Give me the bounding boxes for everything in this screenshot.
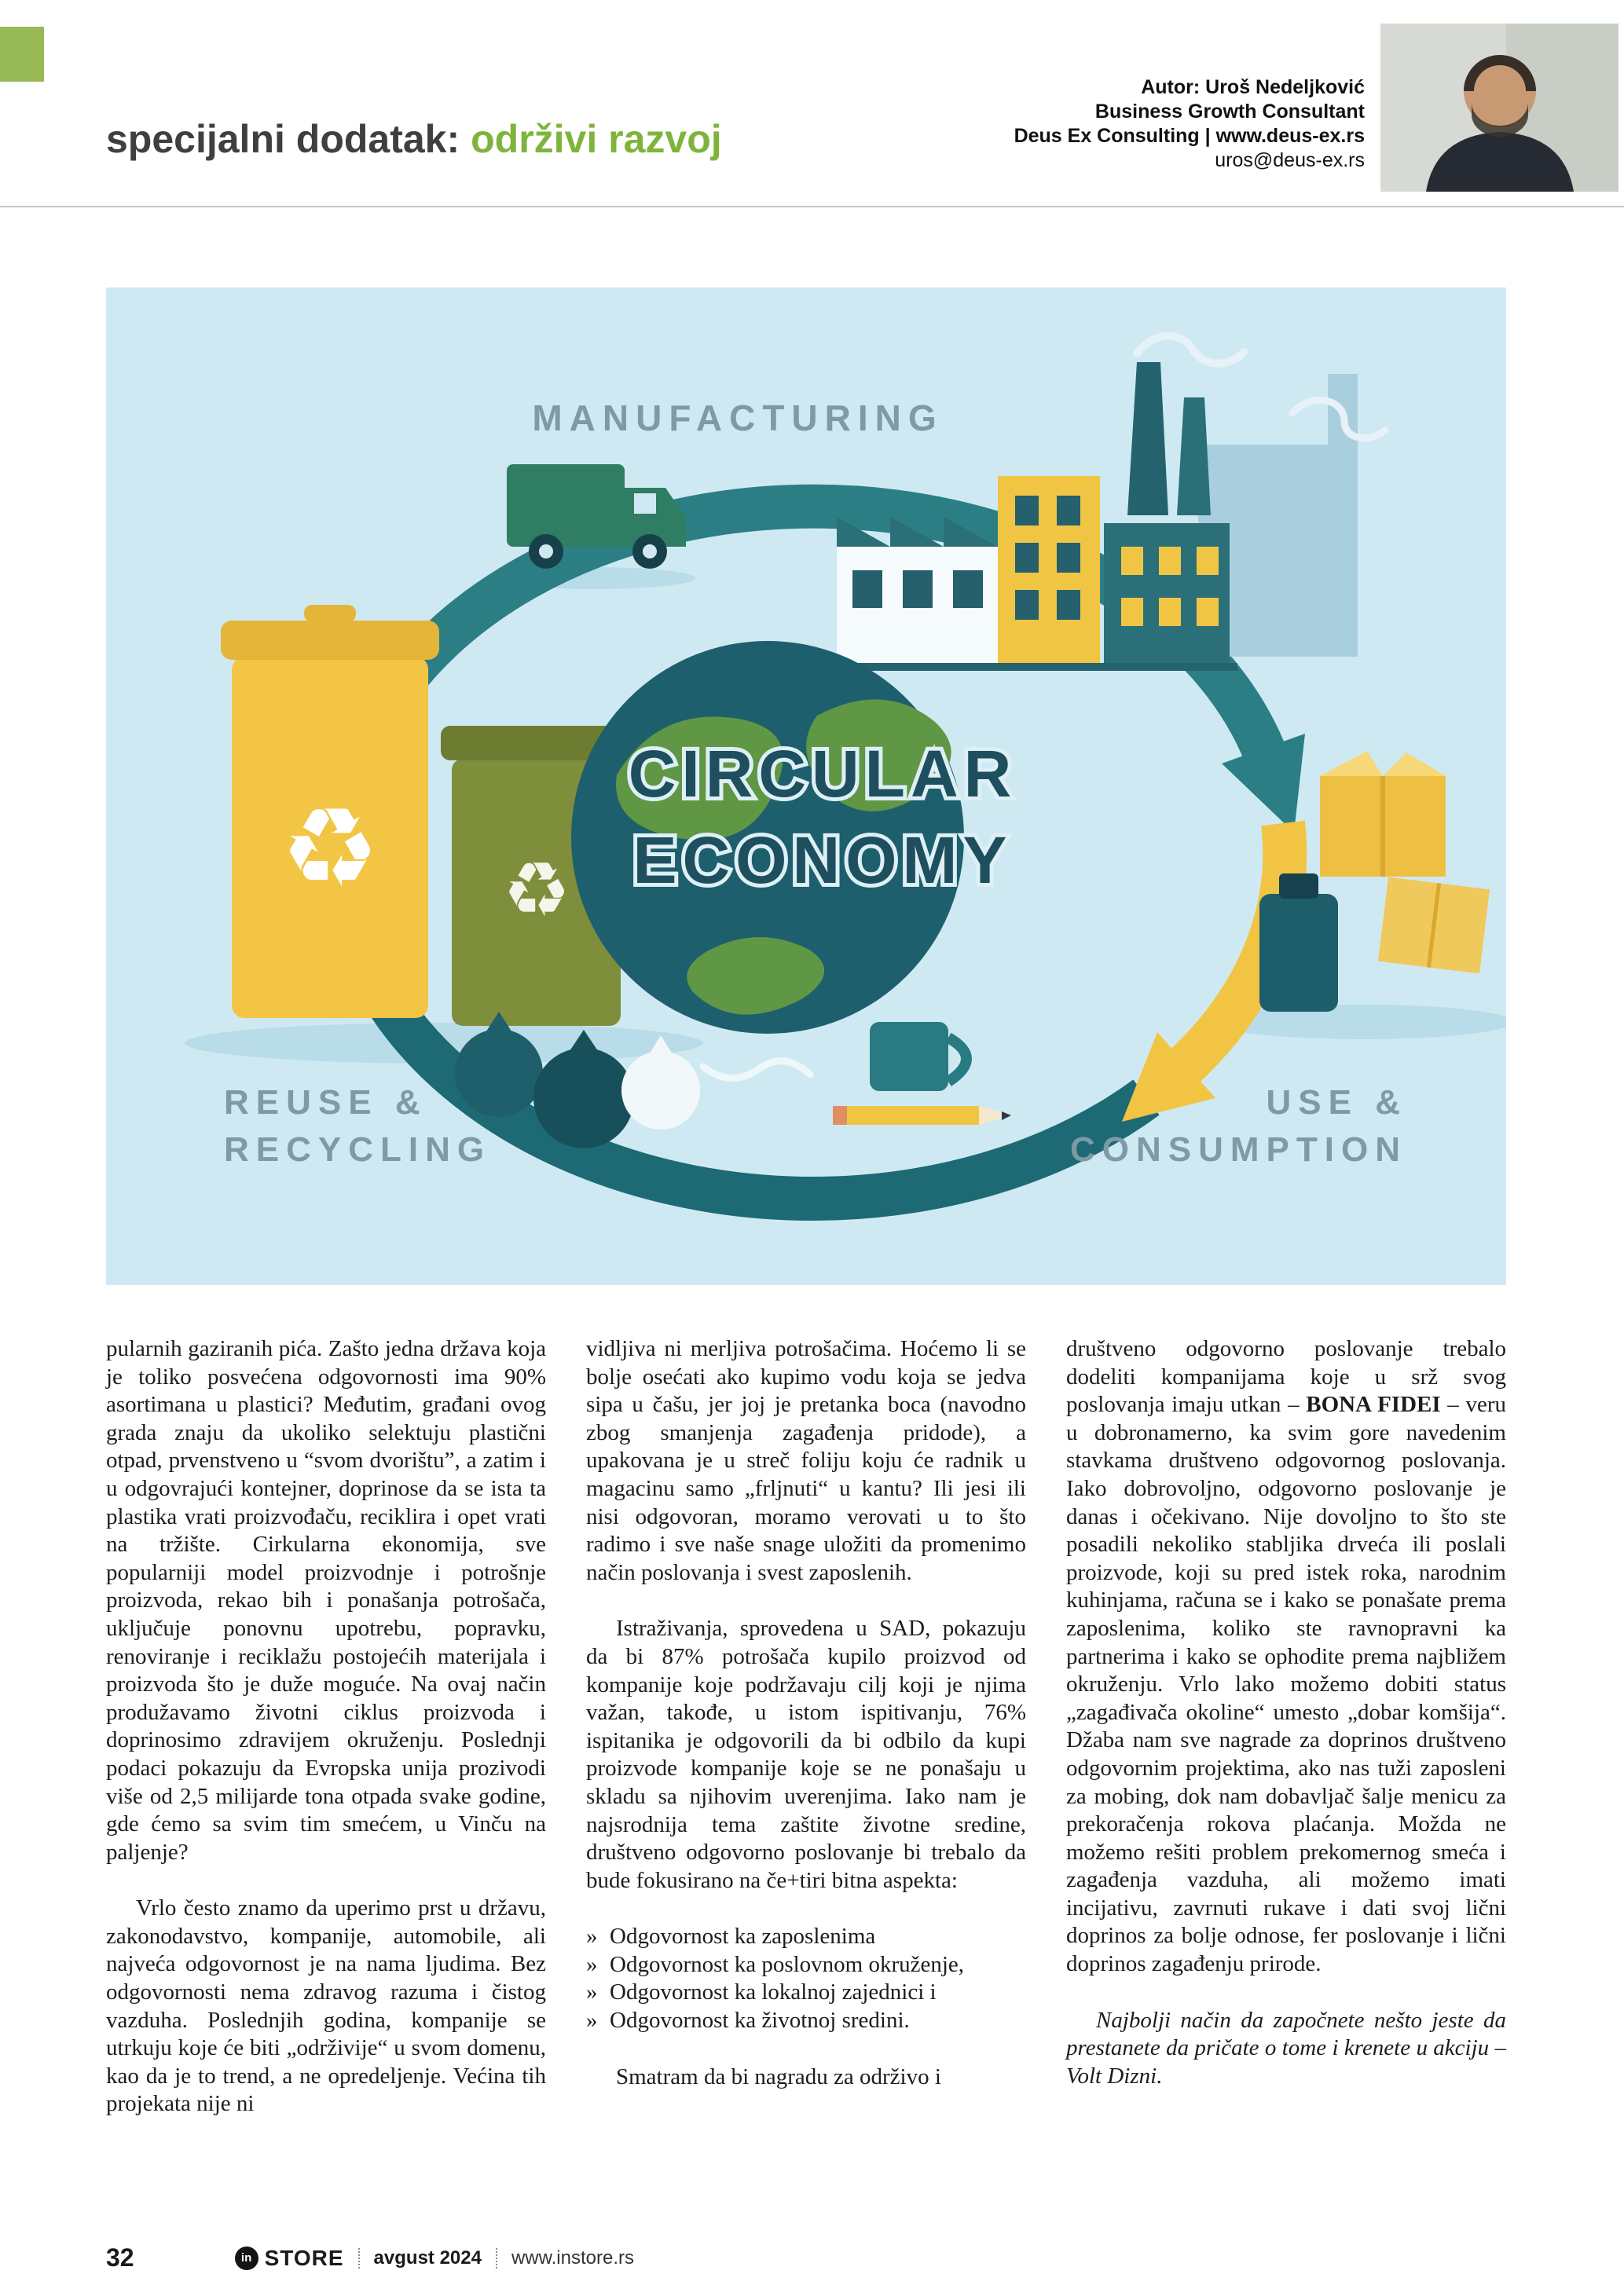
col3-paragraph-1-start: društveno odgovorno poslovanje trebalo dodeliti kompanijama koje u srž svog poslovanja imaju utkan – [1066, 1336, 1506, 1418]
page-kicker [106, 116, 722, 162]
bona-fidei-bold: BONA FIDEI [1306, 1392, 1441, 1418]
bullet-marker: » [586, 1951, 598, 1977]
list-item-text: Odgovornost ka zaposlenima [610, 1924, 876, 1950]
footer-divider [496, 2248, 497, 2269]
bullet-marker: » [586, 1979, 598, 2005]
author-name: Autor: Uroš Nedeljković [1141, 76, 1365, 98]
kicker-dark-text: specijalni dodatak: [106, 117, 460, 161]
header-divider [0, 206, 1624, 207]
list-item [586, 1951, 1026, 1979]
article-column-2 [586, 1335, 1026, 2118]
label-use-line2: CONSUMPTION [1070, 1130, 1407, 1169]
col3-paragraph-1-end: – veru u dobronamerno, ka svim gore navedenim stavkama društveno odgovornog poslovanja. Iako dobrovoljno, odgovorno poslovanje je danas i očekivano. Nije dovoljno to što ste posadili nekoliko stabljika drveća ili poslali proizvode, koji su pred istek roka, narodnim kuhinjama, računa se i kako se ponašate prema zaposlenima, koliko ste ravnopravni ka partnerima i kako se ophodite prema najbližem okruženju. Vrlo lako možemo dobiti status „zagađivača okoline“ umesto „dobar komšija“. Džaba nam sve nagrade za doprinos društveno odgovornim projektima, ako nas tuži zaposleni za mobing, dok nam dobavljač šalje menicu za prekoračenja rokova plaćanja. Možda ne možemo rešiti problem prekomernog smeća i zagađenja vazduha, ali možemo imati incijativu, zavrnuti rukave i dati svoj lični doprinos za bolje odnose, fer poslovanje i lični doprinos zagađenju prirode. [1066, 1392, 1506, 1977]
circular-economy-svg [106, 287, 1506, 1285]
article-column-1 [106, 1335, 546, 2118]
article-body [106, 1335, 1506, 2118]
col2-paragraph-1: vidljiva ni merljiva potrošačima. Hoćemo li se bolje osećati ako kupimo vodu koja se jedva sipa u čašu, jer joj je pretanka boca (navodno zbog smanjenja zagađenja pridode), a upakovana je u streč foliju koju će radnik u magacinu samo „frljnuti“ u kantu? Ili jesi ili nisi odgovoran, moramo verovati u to što radimo i sve naše snage uložiti da promenimo način poslovanja i svest zaposlenih. [586, 1336, 1026, 1585]
page-footer [106, 2243, 1506, 2272]
author-title: Business Growth Consultant [1094, 101, 1365, 123]
author-photo-image [1380, 24, 1619, 192]
headline-economy: ECONOMY [632, 823, 1013, 897]
list-item [586, 1923, 1026, 1951]
author-email: uros@deus-ex.rs [1215, 149, 1365, 171]
recycle-symbol-icon: ♻ [502, 846, 571, 934]
col2-paragraph-2: Istraživanja, sprovedena u SAD, pokazuju da bi 87% potrošača kupilo proizvod od kompanije koje podržavaju cilj koji je njima važan, takođe, u istom ispitivanju, 76% ispitanika je odgovorili da bi odbilo da kupi proizvode kompanije koje se ne ponašaju u skladu sa njihovim uverenjima. Iako nam je najsrodnija tema zaštite životne sredine, društveno odgovorno poslovanje bi trebalo da bude fokusirano na če+tiri bitna aspekta: [586, 1616, 1026, 1893]
recycle-symbol-icon: ♻ [280, 785, 379, 913]
circular-economy-illustration [106, 287, 1506, 1285]
list-item-text: Odgovornost ka poslovnom okruženje, [610, 1951, 965, 1977]
list-item-text: Odgovornost ka lokalnoj zajednici i [610, 1979, 937, 2005]
footer-website: www.instore.rs [511, 2247, 635, 2269]
label-reuse-line1: REUSE & [224, 1083, 427, 1122]
responsibility-list [586, 1923, 1026, 2034]
list-item-text: Odgovornost ka životnoj sredini. [610, 2008, 910, 2034]
label-manufacturing: MANUFACTURING [532, 397, 944, 438]
author-photo [1380, 24, 1619, 192]
closing-quote: Najbolji način da započnete nešto jeste da prestanete da pričate o tome i krenete u akciju – Volt Dizni. [1066, 2007, 1506, 2089]
pencil-icon [833, 1106, 1011, 1125]
instore-logo-icon: in [235, 2247, 258, 2270]
author-company: Deus Ex Consulting | www.deus-ex.rs [1014, 125, 1365, 147]
bullet-marker: » [586, 2008, 598, 2034]
label-reuse-line2: RECYCLING [224, 1130, 492, 1169]
col2-paragraph-3: Smatram da bi nagradu za održivo i [616, 2063, 941, 2089]
label-use-line1: USE & [1266, 1083, 1407, 1122]
col1-paragraph-1: pularnih gaziranih pića. Zašto jedna država koja je toliko posvećena odgovornosti ima 90% asortimana u plastici? Međutim, građani ovog grada znaju da ukoliko selektuju plastični otpad, prvenstveno u “svom dvorištu”, a zatim i u odgovrajući kontejner, doprinose da se ista ta plastika vrati proizvođaču, reciklira i opet vrati na tržište. Cirkularna ekonomija, sve popularniji model proizvodnje i potrošnje proizvoda, rekao bih i ponašanja potrošača, uključuje ponovnu upotrebu, popravku, renoviranje i reciklažu postojećih materijala i proizvoda što je duže moguće. Na ovaj način produžavamo životni ciklus proizvoda i doprinosimo zdravijem okruženju. Poslednji podaci pokazuju da Evropska unija prozivodi više od 2,5 milijarde tona otpada svake godine, gde ćemo sa svim tim smećem, u Vinču na paljenje? [106, 1336, 546, 1865]
list-item [586, 2007, 1026, 2035]
footer-divider [358, 2248, 360, 2269]
footer-issue: avgust 2024 [373, 2247, 482, 2269]
author-block [1014, 75, 1365, 173]
corner-accent-square [0, 27, 44, 82]
headline-circular: CIRCULAR [628, 737, 1017, 811]
page-number: 32 [106, 2243, 134, 2272]
article-column-3 [1066, 1335, 1506, 2118]
bullet-marker: » [586, 1924, 598, 1950]
list-item [586, 1979, 1026, 2007]
footer-brand: STORE [264, 2245, 344, 2270]
col3-paragraph-1 [1066, 1335, 1506, 1979]
kicker-green-text: održivi razvoj [471, 117, 722, 161]
col1-paragraph-2: Vrlo često znamo da uperimo prst u državu, zakonodavstvo, kompanije, automobile, ali najveća odgovornost je na nama ljudima. Bez odgovornosti nema zdravog razuma i čistog vazduha. Poslednjih godina, kompanije se utrkuju koje će biti „održivije“ u svom domenu, kao da je to trend, a ne opredeljenje. Većina tih projekata nije ni [106, 1895, 546, 2117]
